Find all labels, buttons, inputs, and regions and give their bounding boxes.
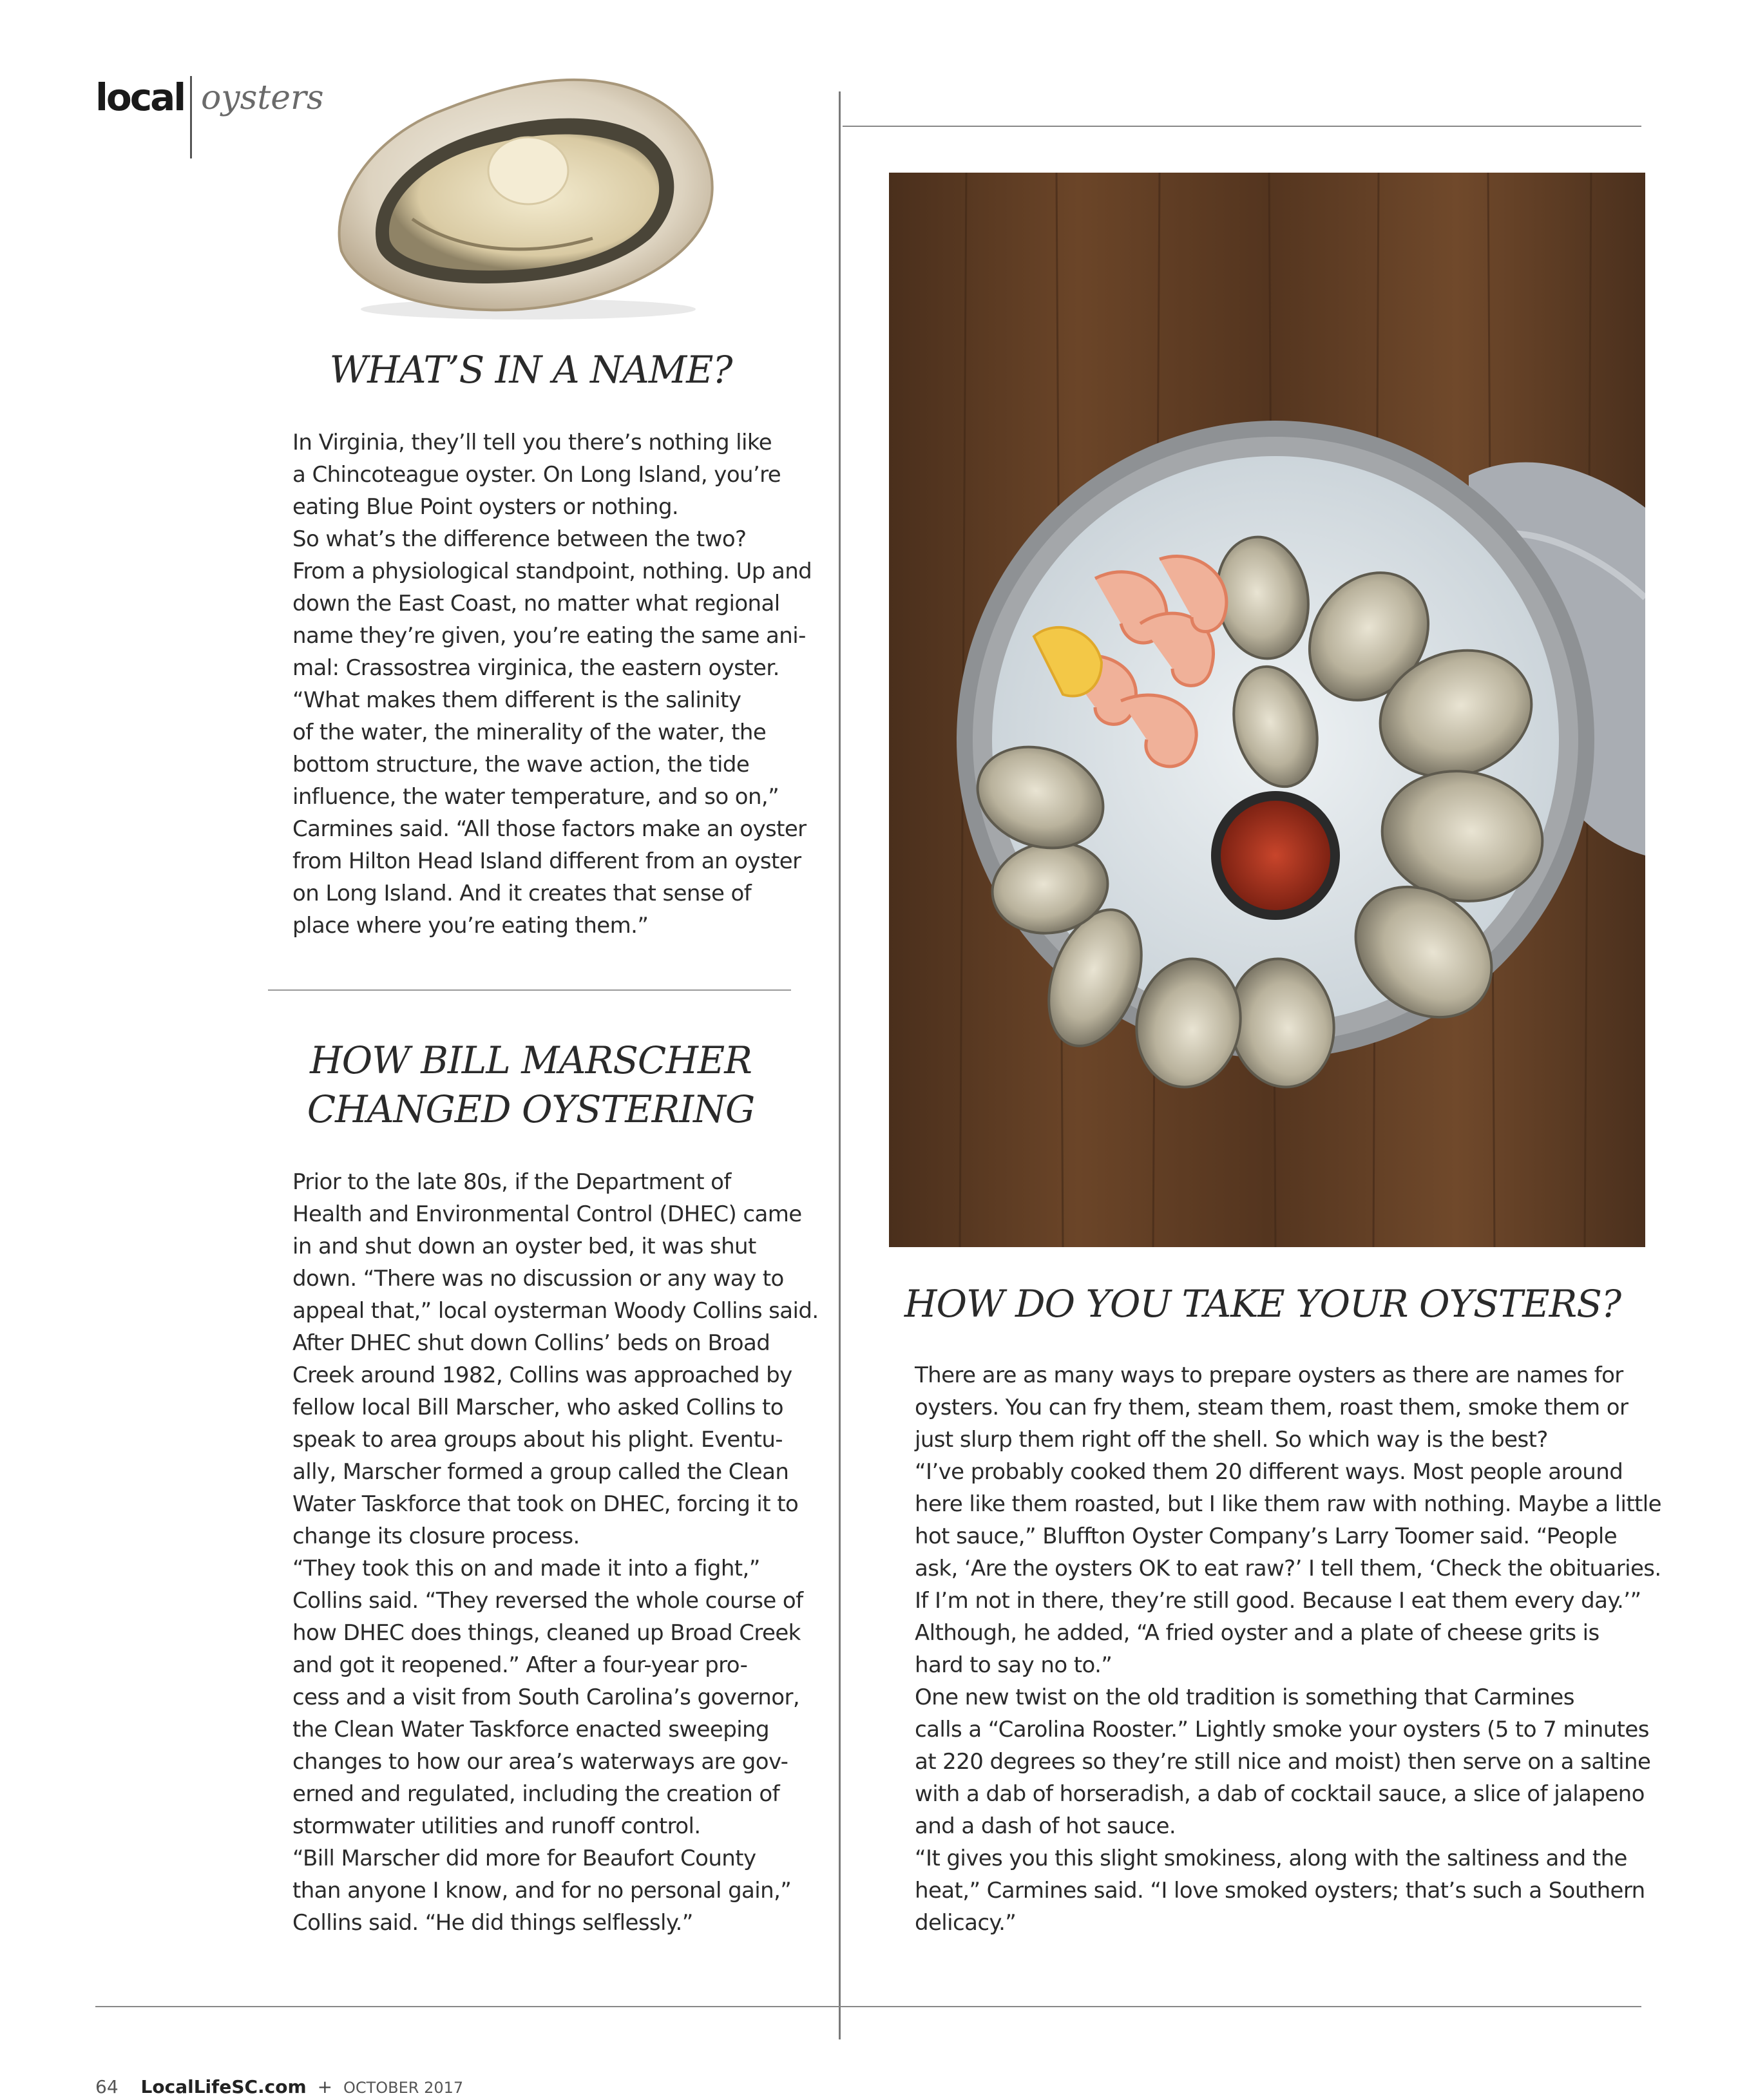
text-line: of the water, the minerality of the water, the [292, 720, 767, 745]
text-line: from Hilton Head Island different from an oyster [292, 848, 801, 874]
paragraph [268, 684, 807, 942]
paragraph [268, 1166, 819, 1327]
paragraph [890, 1359, 1641, 1456]
text-line: down the East Coast, no matter what regional [292, 591, 780, 616]
text-line: and a dash of hot sauce. [915, 1813, 1176, 1839]
text-line: Water Taskforce that took on DHEC, forcing it to [292, 1491, 799, 1517]
text-line: place where you’re eating them.” [292, 913, 649, 939]
text-line: Collins said. “He did things selflessly.” [292, 1910, 693, 1936]
text-line: stormwater utilities and runoff control. [292, 1813, 701, 1839]
paragraph [268, 1327, 799, 1552]
text-line: than anyone I know, and for no personal gain,” [292, 1878, 792, 1904]
page-footer [95, 2078, 463, 2096]
article-text-take [890, 1359, 1661, 1939]
heading-how-do-you-take: HOW DO YOU TAKE YOUR OYSTERS? [904, 1282, 1621, 1326]
text-line: speak to area groups about his plight. Eventu- [292, 1427, 783, 1453]
text-line: cess and a visit from South Carolina’s governor, [292, 1685, 800, 1710]
text-line: hard to say no to.” [915, 1652, 1113, 1678]
heading-bill-marscher [267, 1036, 795, 1134]
text-line: at 220 degrees so they’re still nice and moist) then serve on a saltine [915, 1749, 1651, 1775]
heading-line: CHANGED OYSTERING [307, 1087, 755, 1131]
text-line: bottom structure, the wave action, the tide [292, 752, 750, 778]
brand-logo: local [95, 75, 185, 119]
text-line: changes to how our area’s waterways are gov- [292, 1749, 788, 1775]
text-line: After DHEC shut down Collins’ beds on Broad [292, 1330, 770, 1356]
section-label: oysters [201, 79, 324, 117]
text-line: There are as many ways to prepare oysters as there are names for [915, 1362, 1623, 1388]
text-line: influence, the water temperature, and so on,” [292, 784, 779, 810]
paragraph [268, 523, 812, 684]
text-line: change its closure process. [292, 1523, 580, 1549]
text-line: Collins said. “They reversed the whole course of [292, 1588, 803, 1614]
bottom-rule [95, 2006, 1641, 2007]
top-rule [843, 126, 1641, 127]
text-line: Health and Environmental Control (DHEC) came [292, 1201, 802, 1227]
text-line: here like them roasted, but I like them raw with nothing. Maybe a little [915, 1491, 1661, 1517]
text-line: calls a “Carolina Rooster.” Lightly smoke your oysters (5 to 7 minutes [915, 1717, 1649, 1742]
text-line: ask, ‘Are the oysters OK to eat raw?’ I tell them, ‘Check the obituaries. [915, 1556, 1661, 1581]
text-line: “It gives you this slight smokiness, along with the saltiness and the [915, 1846, 1627, 1871]
text-line: on Long Island. And it creates that sense of [292, 881, 752, 906]
paragraph [268, 426, 796, 523]
text-line: just slurp them right off the shell. So which way is the best? [915, 1427, 1548, 1453]
site-link[interactable]: LocalLifeSC.com [140, 2076, 307, 2097]
text-line: down. “There was no discussion or any way to [292, 1266, 784, 1292]
text-line: ally, Marscher formed a group called the Clean [292, 1459, 789, 1485]
text-line: In Virginia, they’ll tell you there’s nothing like [292, 430, 772, 455]
paragraph [890, 1681, 1651, 1842]
heading-line: HOW BILL MARSCHER [310, 1038, 752, 1082]
text-line: eating Blue Point oysters or nothing. [292, 494, 679, 520]
text-line: “I’ve probably cooked them 20 different ways. Most people around [915, 1459, 1623, 1485]
paragraph [268, 1552, 803, 1842]
text-line: oysters. You can fry them, steam them, roast them, smoke them or [915, 1395, 1628, 1420]
text-line: “They took this on and made it into a fight,” [292, 1556, 760, 1581]
text-line: “Bill Marscher did more for Beaufort County [292, 1846, 756, 1871]
text-line: So what’s the difference between the two? [292, 526, 747, 552]
text-line: name they’re given, you’re eating the same ani- [292, 623, 806, 649]
section-divider [268, 989, 791, 991]
column-divider [839, 91, 841, 2039]
text-line: Prior to the late 80s, if the Department of [292, 1169, 731, 1195]
text-line: mal: Crassostrea virginica, the eastern oyster. [292, 655, 779, 681]
paragraph [890, 1842, 1645, 1939]
paragraph [890, 1617, 1641, 1681]
article-text-bill [268, 1166, 819, 1939]
brand-divider [190, 76, 192, 158]
text-line: If I’m not in there, they’re still good. Because I eat them every day.’” [915, 1588, 1641, 1614]
text-line: delicacy.” [915, 1910, 1017, 1936]
oyster-photo [316, 58, 741, 322]
article-text-name [268, 426, 812, 942]
text-line: and got it reopened.” After a four-year pro- [292, 1652, 748, 1678]
page-number: 64 [95, 2076, 119, 2097]
oyster-platter-photo [889, 173, 1645, 1247]
text-line: erned and regulated, including the creation of [292, 1781, 779, 1807]
text-line: “What makes them different is the salinity [292, 687, 741, 713]
text-line: in and shut down an oyster bed, it was shut [292, 1234, 756, 1259]
text-line: how DHEC does things, cleaned up Broad Creek [292, 1620, 801, 1646]
text-line: Although, he added, “A fried oyster and a plate of cheese grits is [915, 1620, 1600, 1646]
text-line: Carmines said. “All those factors make an oyster [292, 816, 807, 842]
text-line: with a dab of horseradish, a dab of cocktail sauce, a slice of jalapeno [915, 1781, 1645, 1807]
text-line: One new twist on the old tradition is something that Carmines [915, 1685, 1574, 1710]
text-line: heat,” Carmines said. “I love smoked oysters; that’s such a Southern [915, 1878, 1645, 1904]
text-line: a Chincoteague oyster. On Long Island, you’re [292, 462, 781, 488]
text-line: the Clean Water Taskforce enacted sweeping [292, 1717, 769, 1742]
heading-whats-in-a-name: WHAT’S IN A NAME? [329, 348, 732, 392]
text-line: hot sauce,” Bluffton Oyster Company’s Larry Toomer said. “People [915, 1523, 1618, 1549]
issue-date: OCTOBER 2017 [343, 2079, 464, 2097]
footer-separator: + [317, 2076, 333, 2097]
text-line: Creek around 1982, Collins was approached by [292, 1362, 792, 1388]
text-line: fellow local Bill Marscher, who asked Collins to [292, 1395, 783, 1420]
paragraph [268, 1842, 796, 1939]
paragraph [890, 1456, 1661, 1617]
text-line: appeal that,” local oysterman Woody Collins said. [292, 1298, 819, 1324]
text-line: From a physiological standpoint, nothing. Up and [292, 558, 812, 584]
